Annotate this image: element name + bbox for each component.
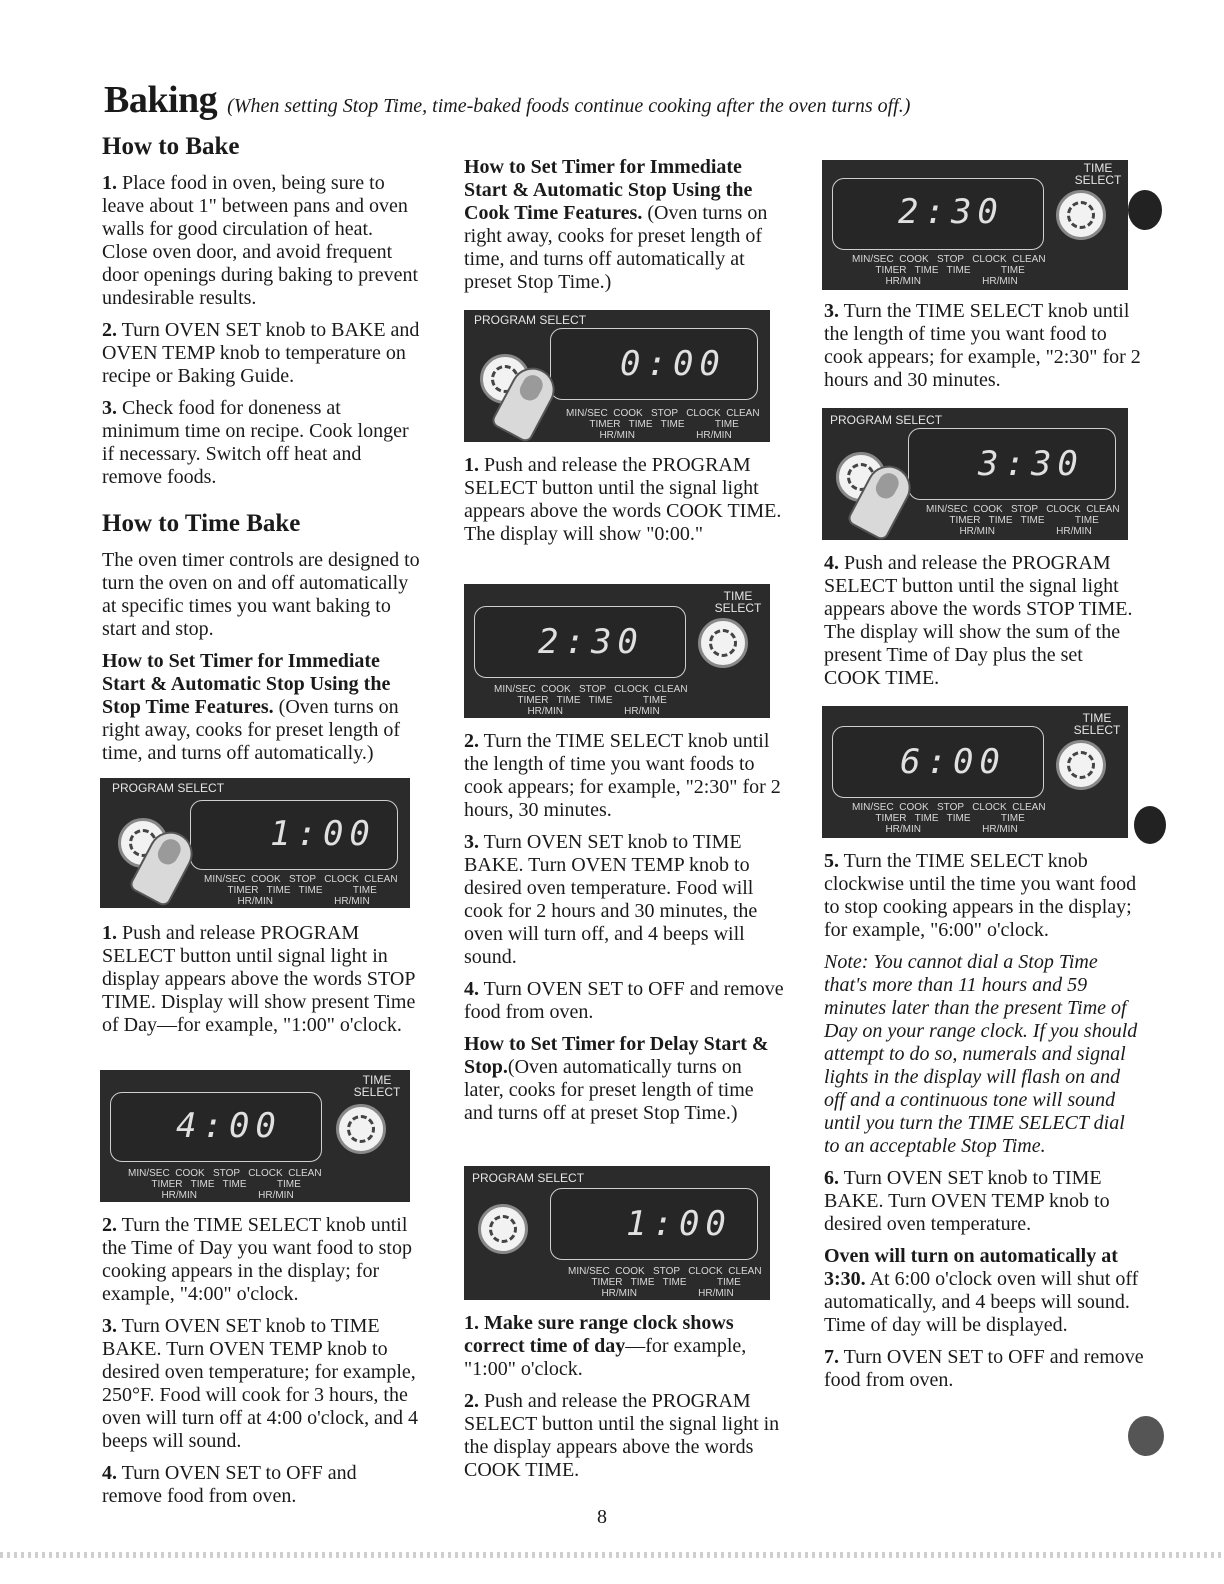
time-select-label: TIME SELECT	[353, 1073, 401, 1099]
immediate-stop-heading: How to Set Timer for Immediate Start & Automatic Stop Using the Stop Time Features.	[102, 650, 391, 718]
delay-heading: How to Set Timer for Delay Start & Stop.	[464, 1033, 769, 1078]
cook-time-step-1: 1. Push and release the PROGRAM SELECT button until the signal light appears above the words COOK TIME. The display will show "0:00."	[464, 454, 782, 545]
oven-display-panel	[822, 160, 1128, 290]
display-labels: MIN/SEC COOK STOP CLOCK CLEAN TIMER TIME TIME TIME HR/MIN HR/MIN	[852, 254, 1046, 287]
delay-step-2: 2. Push and release the PROGRAM SELECT button until the signal light in the display appears above the words COOK TIME.	[464, 1390, 780, 1481]
column-1-bottom	[102, 1214, 420, 1517]
display-labels: MIN/SEC COOK STOP CLOCK CLEAN TIMER TIME TIME TIME HR/MIN HR/MIN	[566, 408, 760, 441]
display-digits: 1:00	[270, 814, 376, 854]
cook-time-step-3: 3. Turn OVEN SET knob to TIME BAKE. Turn OVEN TEMP knob to desired oven temperature. Food will cook for 2 hours and 30 minutes, the oven will turn off, and 4 beeps will sound.	[464, 831, 758, 968]
stop-time-step-4: 4. Turn OVEN SET to OFF and remove food from oven.	[102, 1462, 357, 1507]
heading-how-to-time-bake: How to Time Bake	[102, 510, 301, 537]
stop-time-step-3: 3. Turn OVEN SET knob to TIME BAKE. Turn OVEN TEMP knob to desired oven temperature; for example, 250°F. Food will cook for 3 hours, the oven will turn off at 4:00 o'clock, and 4 beeps will sound.	[102, 1315, 418, 1452]
cook-time-step-2: 2. Turn the TIME SELECT knob until the length of time you want foods to cook appears; for example, "2:30" for 2 hours, 30 minutes.	[464, 730, 781, 821]
delay-step-1: 1. Make sure range clock shows correct time of day—for example, "1:00" o'clock.	[464, 1312, 747, 1380]
display-digits: 3:30	[978, 444, 1084, 484]
oven-display-panel	[100, 778, 410, 908]
page-number: 8	[597, 1506, 607, 1528]
display-labels: MIN/SEC COOK STOP CLOCK CLEAN TIMER TIME TIME TIME HR/MIN HR/MIN	[128, 1168, 322, 1201]
page-subtitle: (When setting Stop Time, time-baked foods continue cooking after the oven turns off.)	[227, 95, 911, 117]
delay-step-7: 7. Turn OVEN SET to OFF and remove food from oven.	[824, 1346, 1144, 1391]
program-select-label: PROGRAM SELECT	[472, 1171, 585, 1185]
auto-on-paragraph: Oven will turn on automatically at 3:30. At 6:00 o'clock oven will shut off automatically, and 4 beeps will sound. Time of day will be displayed.	[824, 1245, 1139, 1336]
oven-display-panel	[464, 584, 770, 718]
column-1-mid	[102, 922, 420, 1046]
oven-display-panel	[464, 1166, 770, 1300]
column-3-step4	[824, 552, 1144, 699]
cook-time-step-4: 4. Turn OVEN SET to OFF and remove food from oven.	[464, 978, 784, 1023]
heading-how-to-bake: How to Bake	[102, 133, 240, 160]
display-labels: MIN/SEC COOK STOP CLOCK CLEAN TIMER TIME TIME TIME HR/MIN HR/MIN	[494, 684, 688, 717]
display-digits: 4:00	[176, 1106, 282, 1146]
time-select-knob[interactable]	[1056, 190, 1106, 240]
stop-time-step-1: 1. Push and release PROGRAM SELECT button until signal light in display appears above the words STOP TIME. Display will show present Time of Day—for example, "1:00" o'clock.	[102, 922, 416, 1036]
delay-section: How to Set Timer for Delay Start & Stop.(Oven automatically turns on later, cooks for preset length of time and turns off at preset Stop Time.)	[464, 1033, 769, 1124]
cook-time-section: How to Set Timer for Immediate Start & Automatic Stop Using the Cook Time Features. (Oven turns on right away, cooks for preset length of time, and turns off automatically at preset Stop Time.)	[464, 156, 768, 293]
display-labels: MIN/SEC COOK STOP CLOCK CLEAN TIMER TIME TIME TIME HR/MIN HR/MIN	[926, 504, 1120, 537]
oven-display-panel	[100, 1070, 410, 1202]
display-labels: MIN/SEC COOK STOP CLOCK CLEAN TIMER TIME TIME TIME HR/MIN HR/MIN	[852, 802, 1046, 835]
program-select-label: PROGRAM SELECT	[830, 413, 943, 427]
time-select-label: TIME SELECT	[1073, 711, 1121, 737]
delay-step-6: 6. Turn OVEN SET knob to TIME BAKE. Turn OVEN TEMP knob to desired oven temperature.	[824, 1167, 1110, 1235]
display-digits: 0:00	[620, 344, 726, 384]
display-digits: 6:00	[900, 742, 1006, 782]
time-select-knob[interactable]	[1056, 740, 1106, 790]
immediate-stop-section: How to Set Timer for Immediate Start & Automatic Stop Using the Stop Time Features. (Oven turns on right away, cooks for preset length of time, and turns off automatically.)	[102, 650, 401, 764]
column-2-mid	[464, 730, 784, 1134]
display-labels: MIN/SEC COOK STOP CLOCK CLEAN TIMER TIME TIME TIME HR/MIN HR/MIN	[204, 874, 398, 907]
time-select-label: TIME SELECT	[714, 589, 762, 615]
program-select-button[interactable]	[478, 1204, 528, 1254]
oven-display-panel	[822, 706, 1128, 838]
delay-step-3: 3. Turn the TIME SELECT knob until the length of time you want food to cook appears; for example, "2:30" for 2 hours and 30 minutes.	[824, 300, 1141, 391]
time-select-label: TIME SELECT	[1074, 161, 1122, 187]
program-select-label: PROGRAM SELECT	[112, 781, 225, 795]
binder-hole-mark	[1134, 806, 1166, 844]
cook-time-heading: How to Set Timer for Immediate Start & Automatic Stop Using the Cook Time Features.	[464, 156, 753, 224]
column-2-top	[464, 156, 784, 303]
column-1-top	[102, 132, 420, 774]
bake-step-1: 1. Place food in oven, being sure to leave about 1" between pans and oven walls for good circulation of heat. Close oven door, and avoid frequent door openings during baking to prevent undesirable results.	[102, 172, 419, 309]
column-2-bottom	[464, 1312, 784, 1491]
column-3-bottom	[824, 850, 1144, 1401]
display-labels: MIN/SEC COOK STOP CLOCK CLEAN TIMER TIME TIME TIME HR/MIN HR/MIN	[568, 1266, 762, 1299]
page-title-row	[104, 78, 910, 122]
display-digits: 2:30	[538, 622, 644, 662]
column-3-step3	[824, 300, 1144, 401]
binder-hole-mark	[1128, 1416, 1164, 1456]
time-select-knob[interactable]	[336, 1104, 386, 1154]
delay-step-4: 4. Push and release the PROGRAM SELECT button until the signal light appears above the words STOP TIME. The display will show the sum of the present Time of Day plus the set COOK TIME.	[824, 552, 1133, 689]
scan-edge-line	[0, 1552, 1224, 1558]
time-select-knob[interactable]	[698, 618, 748, 668]
timer-intro: The oven timer controls are designed to turn the oven on and off automatically at specific times you want baking to start and stop.	[102, 549, 420, 640]
page-title: Baking	[104, 79, 218, 121]
oven-display-panel	[822, 408, 1128, 540]
delay-step-5: 5. Turn the TIME SELECT knob clockwise until the time you want food to stop cooking appears in the display; for example, "6:00" o'clock.	[824, 850, 1137, 941]
stop-time-step-2: 2. Turn the TIME SELECT knob until the Time of Day you want food to stop cooking appears in the display; for example, "4:00" o'clock.	[102, 1214, 412, 1305]
stop-time-note: Note: You cannot dial a Stop Time that's more than 11 hours and 59 minutes later than the present Time of Day on your range clock. If you should attempt to do so, numerals and signal lights in the display will flash on and off and a continuous tone will sound until you turn the TIME SELECT dial to an acceptable Stop Time.	[824, 951, 1138, 1157]
bake-step-2: 2. Turn OVEN SET knob to BAKE and OVEN TEMP knob to temperature on recipe or Baking Guide.	[102, 319, 420, 387]
program-select-label: PROGRAM SELECT	[474, 313, 587, 327]
bake-step-3: 3. Check food for doneness at minimum time on recipe. Cook longer if necessary. Switch off heat and remove foods.	[102, 397, 409, 488]
binder-hole-mark	[1128, 190, 1162, 230]
oven-display-panel	[464, 310, 770, 442]
column-2-step1	[464, 454, 784, 555]
display-digits: 1:00	[626, 1204, 732, 1244]
display-digits: 2:30	[898, 192, 1004, 232]
